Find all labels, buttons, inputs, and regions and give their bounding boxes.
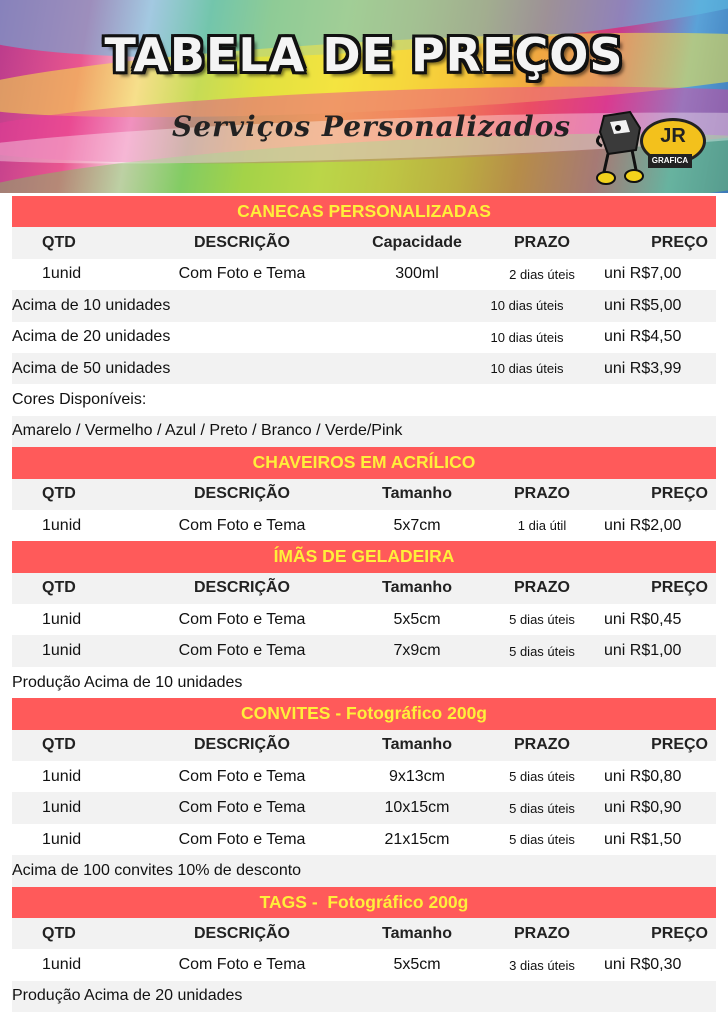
col-tamanho: Tamanho [382, 736, 452, 754]
logo-text: JR [660, 125, 686, 147]
cell-qtd: 1unid [42, 956, 82, 974]
cell-preco: uni R$7,00 [604, 265, 682, 283]
cell-preco: uni R$1,50 [604, 830, 682, 848]
cell-prazo: 5 dias úteis [509, 769, 575, 785]
note-text: Produção Acima de 10 unidades [12, 673, 243, 691]
cell-preco: uni R$0,90 [604, 799, 682, 817]
cell-tam: 5x5cm [393, 956, 441, 974]
logo-subtext: GRAFICA [648, 154, 692, 168]
cell-qtd: 1unid [42, 642, 82, 660]
table-row [12, 949, 716, 980]
price-table [12, 196, 716, 1012]
cell-tam: 7x9cm [393, 642, 441, 660]
section-title: ÍMÃS DE GELADEIRA [273, 546, 455, 567]
col-qtd: QTD [42, 485, 76, 503]
section-title: TAGS - Fotográfico 200g [259, 891, 469, 912]
table-row [12, 855, 716, 886]
cell-qtd: 1unid [42, 610, 82, 628]
col-prazo: PRAZO [514, 234, 570, 252]
table-row [12, 981, 716, 1012]
col-descricao: DESCRIÇÃO [193, 234, 290, 252]
table-row [12, 792, 716, 823]
cell-desc: Com Foto e Tema [178, 956, 306, 974]
cell-desc: Com Foto e Tema [178, 610, 306, 628]
col-tamanho: Tamanho [382, 485, 452, 503]
cell-prazo: 5 dias úteis [509, 800, 575, 816]
section-title: CONVITES - Fotográfico 200g [241, 703, 487, 724]
cell-label: Acima de 50 unidades [12, 359, 171, 377]
section-chaveiros [12, 447, 716, 478]
section-title: CANECAS PERSONALIZADAS [237, 201, 491, 222]
cores-list: Amarelo / Vermelho / Azul / Preto / Branco / Verde/Pink [12, 422, 403, 440]
col-descricao: DESCRIÇÃO [193, 924, 290, 942]
table-row [12, 290, 716, 321]
cell-qtd: 1unid [42, 265, 82, 283]
header-row [12, 918, 716, 949]
col-prazo: PRAZO [514, 924, 570, 942]
col-capacidade: Capacidade [372, 234, 462, 252]
col-descricao: DESCRIÇÃO [193, 485, 290, 503]
header-row [12, 573, 716, 604]
page-subtitle: Serviços Personalizados [172, 110, 572, 143]
col-qtd: QTD [42, 234, 76, 252]
col-prazo: PRAZO [514, 579, 570, 597]
col-descricao: DESCRIÇÃO [193, 736, 290, 754]
cell-desc: Com Foto e Tema [178, 516, 306, 534]
cell-preco: uni R$3,99 [604, 359, 682, 377]
section-canecas [12, 196, 716, 227]
cell-tam: 10x15cm [384, 799, 450, 817]
cell-prazo: 10 dias úteis [490, 298, 564, 314]
mascot-icon [596, 110, 644, 188]
page-title: TABELA DE PREÇOS [104, 28, 624, 82]
col-descricao: DESCRIÇÃO [193, 579, 290, 597]
cell-prazo: 1 dia útil [517, 518, 567, 534]
cores-label: Cores Disponíveis: [12, 391, 147, 409]
col-tamanho: Tamanho [382, 579, 452, 597]
cell-desc: Com Foto e Tema [178, 799, 306, 817]
note-text: Acima de 100 convites 10% de desconto [12, 861, 302, 879]
table-row [12, 824, 716, 855]
col-preco: PREÇO [651, 579, 708, 597]
col-preco: PREÇO [651, 234, 708, 252]
cell-prazo: 5 dias úteis [509, 612, 575, 628]
cell-qtd: 1unid [42, 799, 82, 817]
col-qtd: QTD [42, 579, 76, 597]
cell-preco: uni R$4,50 [604, 328, 682, 346]
section-convites [12, 698, 716, 729]
cell-desc: Com Foto e Tema [178, 642, 306, 660]
cell-prazo: 2 dias úteis [509, 266, 575, 282]
jr-grafica-logo [596, 100, 724, 190]
cell-preco: uni R$0,30 [604, 956, 682, 974]
cell-preco: uni R$5,00 [604, 296, 682, 314]
table-row [12, 635, 716, 666]
cell-tam: 5x5cm [393, 610, 441, 628]
cell-qtd: 1unid [42, 516, 82, 534]
col-preco: PREÇO [651, 485, 708, 503]
col-qtd: QTD [42, 736, 76, 754]
table-row [12, 416, 716, 447]
header-row [12, 730, 716, 761]
cell-tam: 21x15cm [384, 830, 450, 848]
header-row [12, 227, 716, 258]
cell-desc: Com Foto e Tema [178, 767, 306, 785]
col-preco: PREÇO [651, 736, 708, 754]
table-row [12, 384, 716, 415]
header-row [12, 479, 716, 510]
cell-prazo: 10 dias úteis [490, 329, 564, 345]
header-banner [0, 0, 728, 193]
table-row [12, 667, 716, 698]
cell-desc: Com Foto e Tema [178, 830, 306, 848]
cell-cap: 300ml [395, 265, 439, 283]
cell-desc: Com Foto e Tema [178, 265, 306, 283]
section-title: CHAVEIROS EM ACRÍLICO [252, 452, 476, 473]
cell-prazo: 10 dias úteis [490, 361, 564, 377]
cell-preco: uni R$1,00 [604, 642, 682, 660]
cell-qtd: 1unid [42, 767, 82, 785]
cell-label: Acima de 20 unidades [12, 328, 171, 346]
table-row [12, 259, 716, 290]
cell-tam: 5x7cm [393, 516, 441, 534]
col-prazo: PRAZO [514, 485, 570, 503]
cell-qtd: 1unid [42, 830, 82, 848]
cell-label: Acima de 10 unidades [12, 296, 171, 314]
cell-prazo: 3 dias úteis [509, 957, 575, 973]
cell-prazo: 5 dias úteis [509, 832, 575, 847]
col-prazo: PRAZO [514, 736, 570, 754]
table-row [12, 510, 716, 541]
table-row [12, 322, 716, 353]
section-tags [12, 887, 716, 918]
section-imas [12, 541, 716, 572]
cell-tam: 9x13cm [388, 767, 446, 785]
table-row [12, 761, 716, 792]
col-tamanho: Tamanho [382, 924, 452, 942]
col-qtd: QTD [42, 924, 76, 942]
cell-prazo: 5 dias úteis [509, 643, 575, 659]
cell-preco: uni R$2,00 [604, 516, 682, 534]
col-preco: PREÇO [651, 924, 708, 942]
cell-preco: uni R$0,80 [604, 767, 682, 785]
note-text: Produção Acima de 20 unidades [12, 987, 243, 1005]
table-row [12, 353, 716, 384]
table-row [12, 604, 716, 635]
cell-preco: uni R$0,45 [604, 610, 682, 628]
